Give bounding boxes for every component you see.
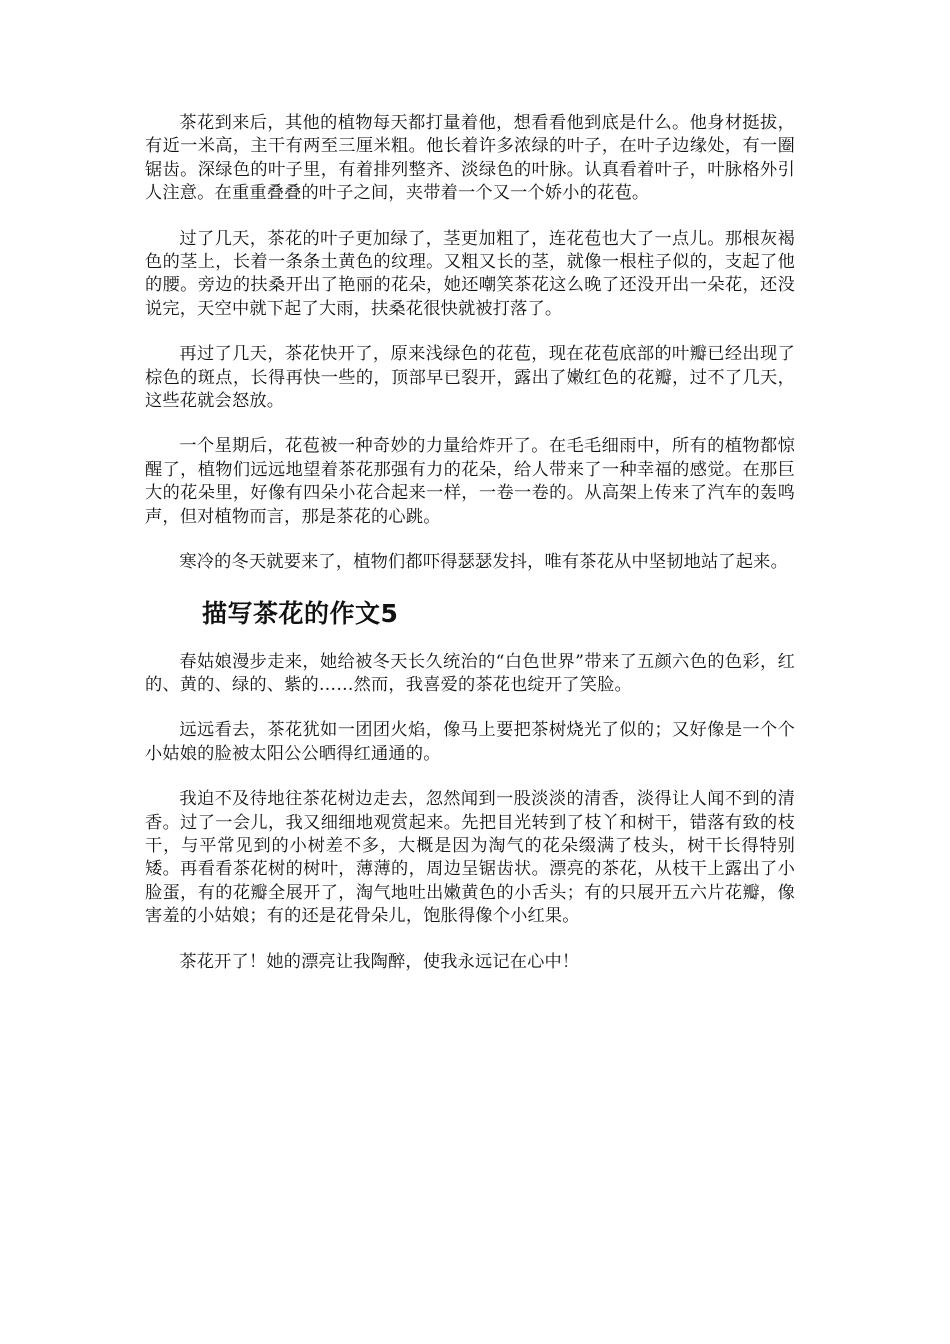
paragraph: 过了几天，茶花的叶子更加绿了，茎更加粗了，连花苞也大了一点儿。那根灰褐色的茎上，长着一条条土黄色的纹理。又粗又长的茎，就像一根柱子似的，支起了他的腰。旁边的扶桑开出了艳丽的花朵，她还嘲笑茶花这么晚了还没开出一朵花，还没说完，天空中就下起了大雨，扶桑花很快就被打落了。 [145,228,795,319]
paragraph: 茶花开了！她的漂亮让我陶醉，使我永远记在心中！ [179,951,580,972]
paragraph: 再过了几天，茶花快开了，原来浅绿色的花苞，现在花苞底部的叶瓣已经出现了棕色的斑点，长得再快一些的，顶部早已裂开，露出了嫩红色的花瓣，过不了几天，这些花就会怒放。 [145,344,795,412]
document-page [145,112,795,996]
paragraph: 远远看去，茶花犹如一团团火焰，像马上要把茶树烧光了似的；又好像是一个个小姑娘的脸被太阳公公晒得红通通的。 [145,720,795,764]
section-heading: 描写茶花的作文5 [202,598,399,628]
paragraph: 一个星期后，花苞被一种奇妙的力量给炸开了。在毛毛细雨中，所有的植物都惊醒了，植物们远远地望着茶花那强有力的花朵，给人带来了一种幸福的感觉。在那巨大的花朵里，好像有四朵小花合起来一样，一卷一卷的。从高架上传来了汽车的轰鸣声，但对植物而言，那是茶花的心跳。 [145,436,795,527]
paragraph: 寒冷的冬天就要来了，植物们都吓得瑟瑟发抖，唯有茶花从中坚韧地站了起来。 [179,552,788,573]
paragraph: 我迫不及待地往茶花树边走去，忽然闻到一股淡淡的清香，淡得让人闻不到的清香。过了一会儿，我又细细地观赏起来。先把目光转到了枝丫和树干，错落有致的枝干，与平常见到的小树差不多，大概是因为淘气的花朵缀满了枝头，树干长得特别矮。再看看茶花树的树叶，薄薄的，周边呈锯齿状。漂亮的茶花，从枝干上露出了小脸蛋，有的花瓣全展开了，淘气地吐出嫩黄色的小舌头；有的只展开五六片花瓣，像害羞的小姑娘；有的还是花骨朵儿，饱胀得像个小红果。 [145,789,795,927]
paragraph: 茶花到来后，其他的植物每天都打量着他，想看看他到底是什么。他身材挺拔，有近一米高，主干有两至三厘米粗。他长着许多浓绿的叶子，在叶子边缘处，有一圈锯齿。深绿色的叶子里，有着排列整齐、淡绿色的叶脉。认真看着叶子，叶脉格外引人注意。在重重叠叠的叶子之间，夹带着一个又一个娇小的花苞。 [145,113,795,204]
paragraph: 春姑娘漫步走来，她给被冬天长久统治的“白色世界”带来了五颜六色的色彩，红的、黄的、绿的、紫的……然而，我喜爱的茶花也绽开了笑脸。 [145,651,795,695]
